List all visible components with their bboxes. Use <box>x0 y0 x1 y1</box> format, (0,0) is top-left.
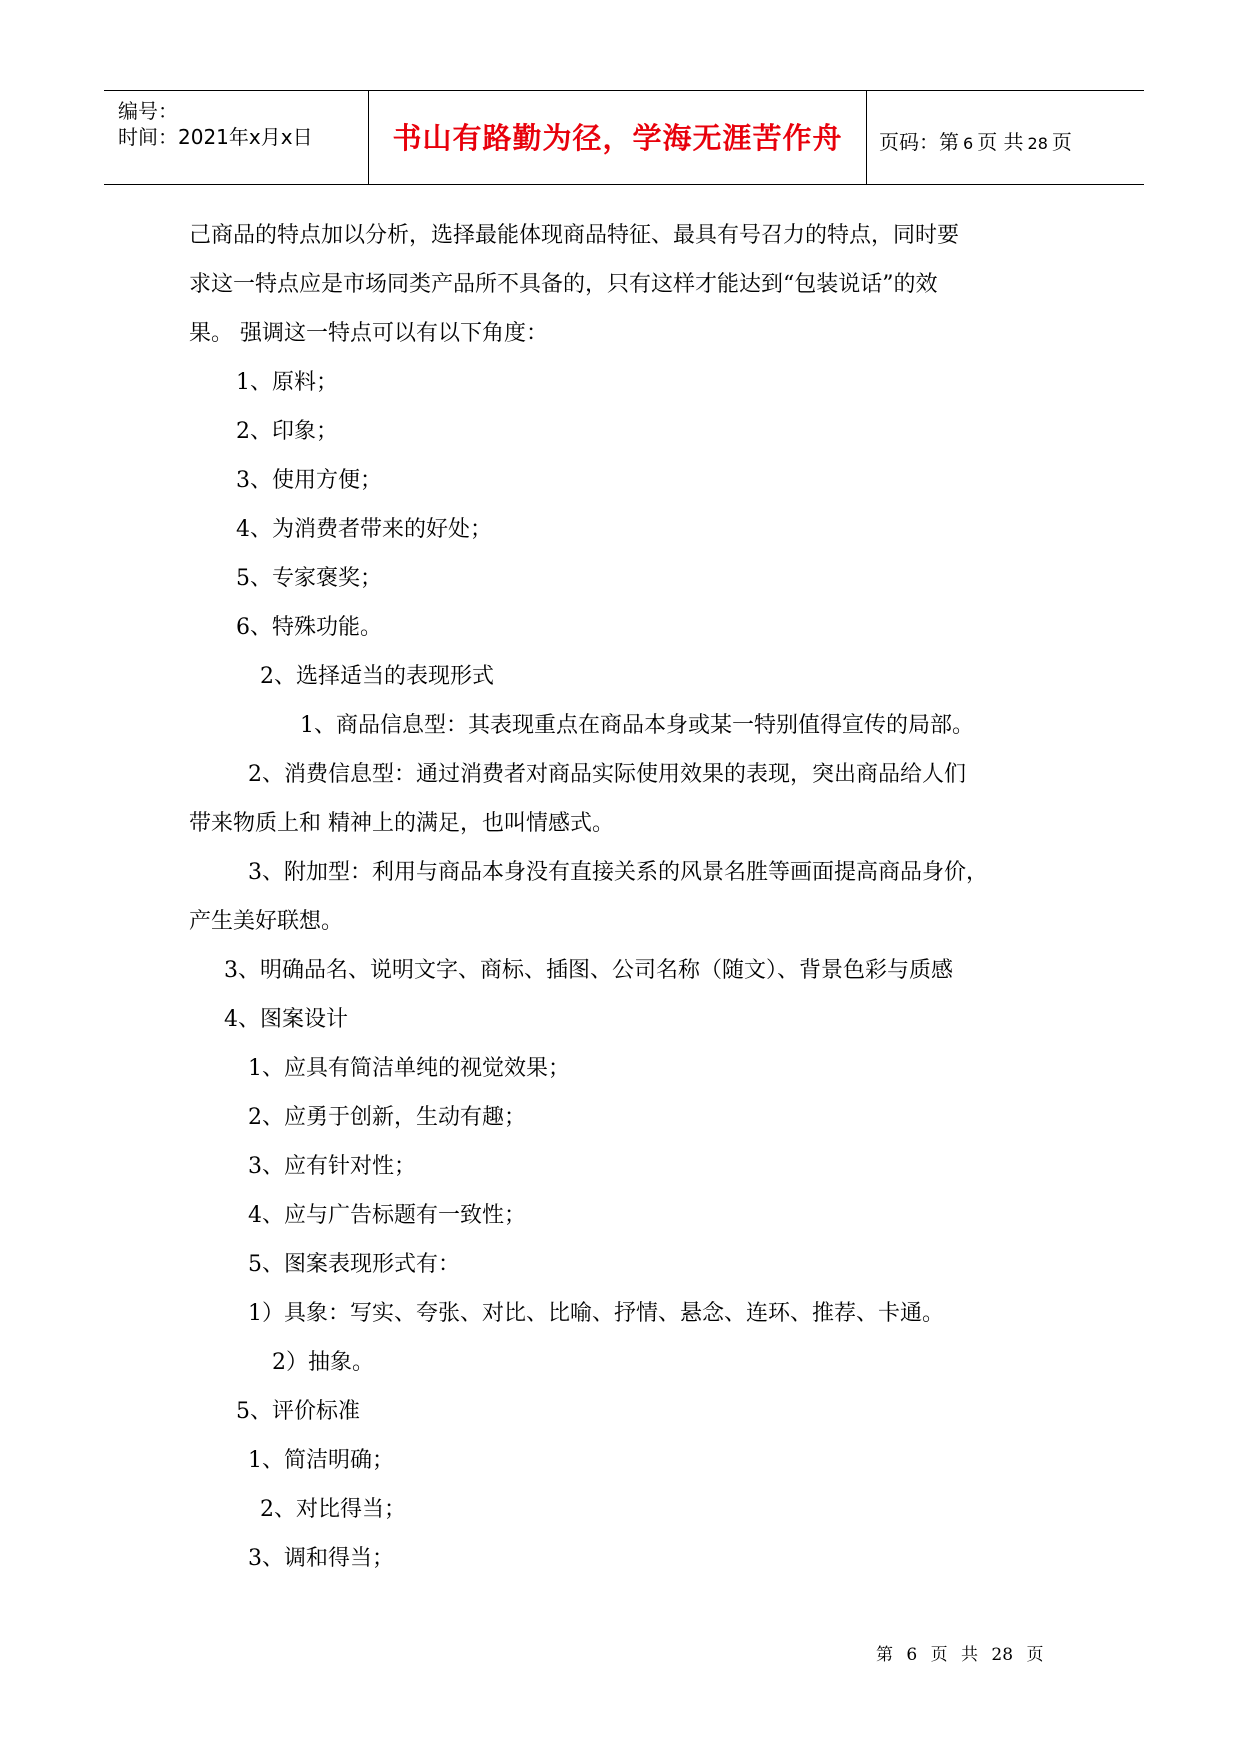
list-item: 1、简洁明确； <box>248 1448 394 1473</box>
section-heading: 5、评价标准 <box>236 1399 360 1424</box>
page-middle: 页 共 <box>977 130 1024 154</box>
list-item: 3、调和得当； <box>248 1546 394 1571</box>
header-motto: 书山有路勤为径，学海无涯苦作舟 <box>392 121 843 155</box>
page-prefix: 页码：第 <box>879 130 959 154</box>
header-info-cell <box>104 91 369 184</box>
page-total: 28 <box>1027 134 1048 153</box>
list-item: 5、图案表现形式有： <box>248 1252 460 1277</box>
serial-number-label: 编号： <box>118 99 178 123</box>
list-item: 1）具象：写实、夸张、对比、比喻、抒情、悬念、连环、推荐、卡通。 <box>248 1301 944 1326</box>
page-current: 6 <box>963 134 974 153</box>
paragraph-line: 求这一特点应是市场同类产品所不具备的，只有这样才能达到“包装说话”的效 <box>189 272 938 297</box>
section-heading: 2、选择适当的表现形式 <box>260 664 494 689</box>
list-item: 1、商品信息型：其表现重点在商品本身或某一特别值得宣传的局部。 <box>300 713 974 738</box>
list-item: 4、为消费者带来的好处； <box>236 517 492 542</box>
date-label: 时间：2021年x月x日 <box>118 125 313 149</box>
list-item: 2、印象； <box>236 419 338 444</box>
list-item: 1、应具有简洁单纯的视觉效果； <box>248 1056 570 1081</box>
list-item: 1、原料； <box>236 370 338 395</box>
paragraph-line: 己商品的特点加以分析，选择最能体现商品特征、最具有号召力的特点，同时要 <box>189 223 960 248</box>
list-item: 3、附加型：利用与商品本身没有直接关系的风景名胜等画面提高商品身价， <box>248 860 988 885</box>
list-item: 6、特殊功能。 <box>236 615 382 640</box>
header-page-number <box>879 126 1072 155</box>
paragraph-line: 带来物质上和 精神上的满足，也叫情感式。 <box>189 811 614 836</box>
section-heading: 3、明确品名、说明文字、商标、插图、公司名称（随文）、背景色彩与质感 <box>224 958 953 983</box>
header-motto-cell <box>369 91 867 184</box>
footer-page-number: 第 6 页 共 28 页 <box>876 1645 1044 1665</box>
list-item: 2、应勇于创新，生动有趣； <box>248 1105 526 1130</box>
paragraph-line: 果。 强调这一特点可以有以下角度： <box>189 321 548 346</box>
paragraph-line: 产生美好联想。 <box>189 909 344 934</box>
list-item: 2）抽象。 <box>272 1350 374 1375</box>
list-item: 2、对比得当； <box>260 1497 406 1522</box>
section-heading: 4、图案设计 <box>224 1007 348 1032</box>
page-suffix: 页 <box>1051 130 1072 154</box>
page-header-table <box>104 90 1144 185</box>
list-item: 4、应与广告标题有一致性； <box>248 1203 526 1228</box>
list-item: 5、专家褒奖； <box>236 566 382 591</box>
header-page-cell <box>867 91 1144 184</box>
list-item: 2、消费信息型：通过消费者对商品实际使用效果的表现，突出商品给人们 <box>248 762 966 787</box>
list-item: 3、应有针对性； <box>248 1154 416 1179</box>
list-item: 3、使用方便； <box>236 468 382 493</box>
